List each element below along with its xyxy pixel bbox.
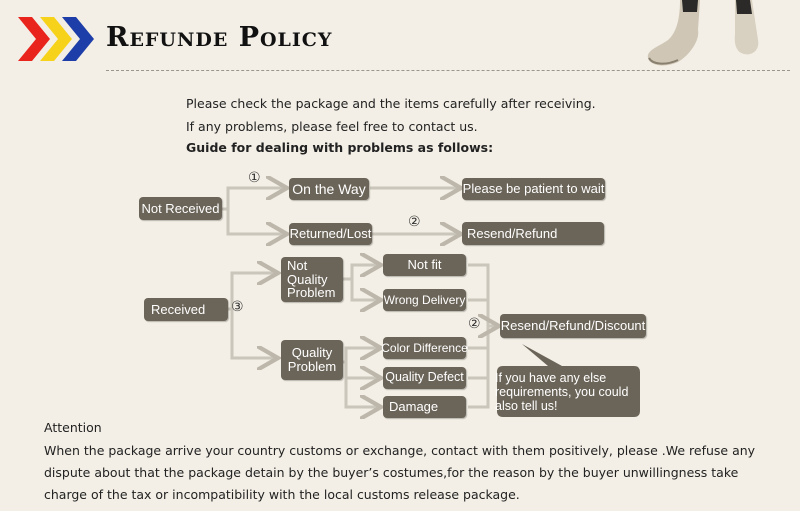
- not-fit-box: Not fit: [383, 254, 466, 276]
- received-box: Received: [144, 298, 228, 321]
- not-quality-problem-box: Not Quality Problem: [281, 257, 343, 302]
- be-patient-box: Please be patient to wait: [462, 178, 605, 200]
- on-the-way-box: On the Way: [289, 178, 369, 200]
- step-1-marker: ①: [248, 170, 261, 186]
- wrong-delivery-box: Wrong Delivery: [383, 289, 466, 311]
- step-3-marker: ③: [231, 299, 244, 315]
- step-2-marker: ②: [408, 214, 421, 230]
- not-received-box: Not Received: [139, 197, 222, 220]
- bubble-text: If you have any else requirements, you could also tell us!: [495, 371, 629, 413]
- attention-label: Attention: [44, 420, 102, 435]
- color-difference-box: Color Difference: [383, 337, 466, 359]
- damage-box: Damage: [383, 396, 466, 418]
- quality-defect-box: Quality Defect: [383, 367, 466, 389]
- resend-refund-box: Resend/Refund: [462, 222, 604, 245]
- quality-problem-box: Quality Problem: [281, 340, 343, 380]
- returned-lost-box: Returned/Lost: [289, 223, 372, 245]
- resend-refund-discount-box: Resend/Refund/Discount: [500, 314, 646, 338]
- intro-guide-heading: Guide for dealing with problems as follows:: [186, 140, 494, 155]
- intro-line-2: If any problems, please feel free to contact us.: [186, 119, 478, 134]
- attention-body: When the package arrive your country customs or exchange, contact with them positively, please .We refuse any dispute about that the package detain by the buyer’s costumes,for the reason by the buyer unwillingness take charge of the tax or incompatibility with the local customs release package.: [44, 443, 756, 502]
- page-title: Refunde Policy: [106, 22, 333, 53]
- intro-line-1: Please check the package and the items carefully after receiving.: [186, 96, 596, 111]
- step-2-marker-b: ②: [468, 316, 481, 332]
